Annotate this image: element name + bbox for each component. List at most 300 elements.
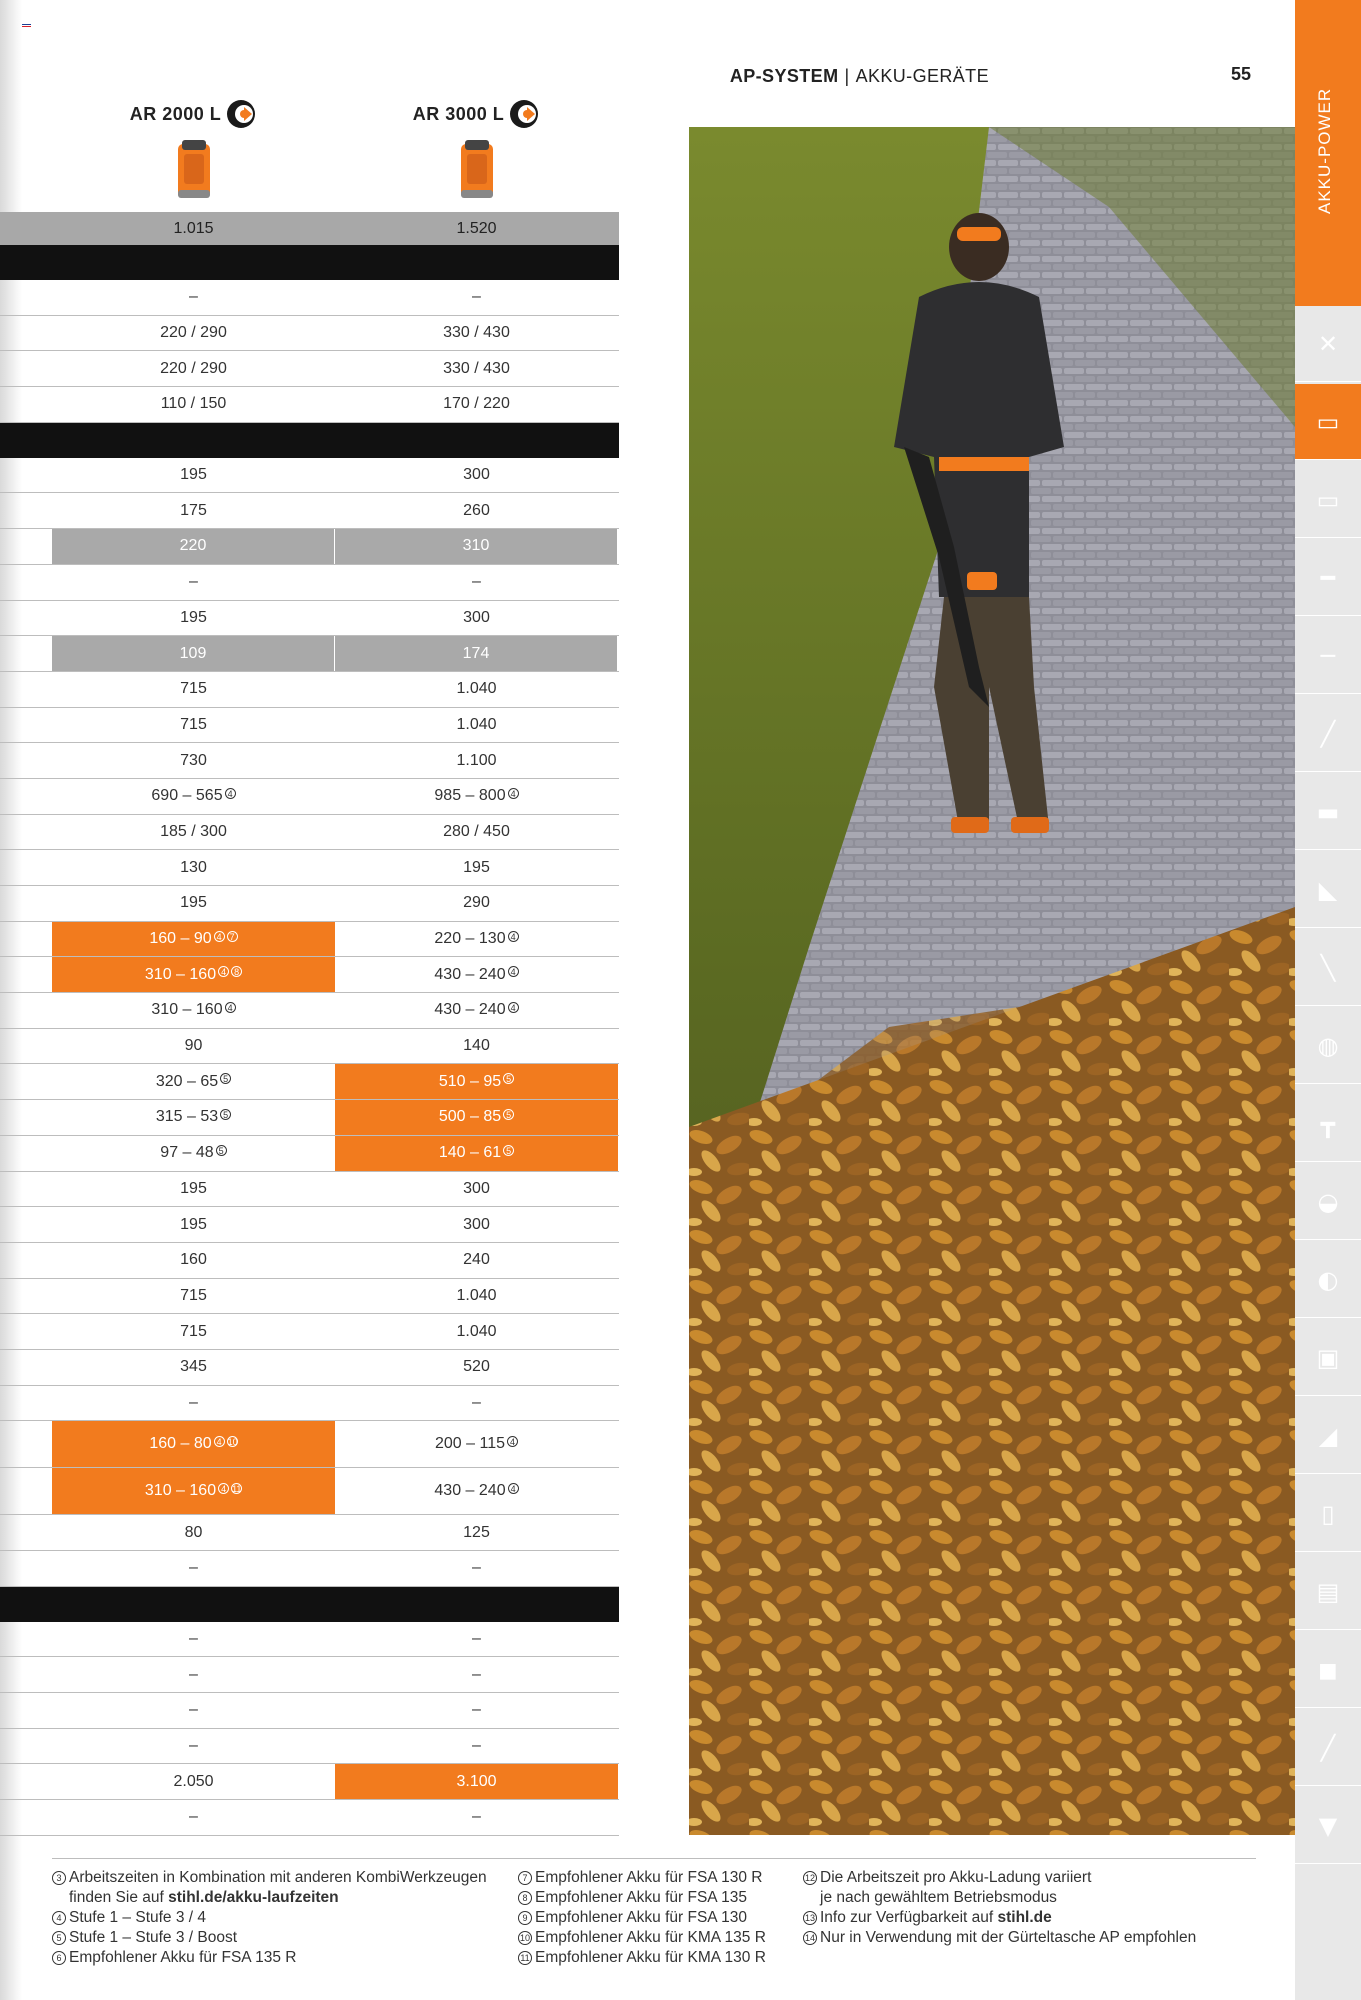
cell-value: 90 [184,1037,203,1055]
sidebar-item-robot-mower[interactable] [1295,1320,1361,1396]
row-label-cell [0,1207,52,1242]
cell-ar2000l [52,601,335,636]
cell-value: – [189,573,198,591]
footnote-line [52,1928,487,1948]
table-row [0,957,619,993]
row-label-cell [0,1764,52,1799]
footnote-line [52,1888,487,1908]
kombi-icon: ◍ [1317,1031,1339,1060]
footnote-text [69,1888,339,1908]
footnote-number: 14 [804,1933,815,1943]
connected-logo-icon [508,98,540,130]
cell-ar2000l [52,1515,335,1550]
footnote-text [69,1908,206,1928]
cell-value: – [189,1808,198,1826]
footnote-number: 10 [519,1933,530,1943]
cell-value: 715 [180,1286,207,1304]
cell-ar2000l [52,708,335,743]
cell-value: 310 – 160 [144,965,217,983]
cell-ar2000l [52,212,335,245]
header-section: AP-SYSTEM [729,65,839,86]
cell-value: – [472,1630,481,1648]
cell-ar2000l [52,529,335,564]
footnote-text [535,1908,747,1928]
footnote-marker: 11 [232,1483,242,1494]
cell-value: 80 [184,1523,203,1541]
footnote-link[interactable]: stihl.de [997,1909,1052,1926]
cell-ar3000l [335,1350,618,1385]
footnote-number: 13 [804,1913,815,1923]
cell-value: – [189,1393,198,1411]
table-row [0,743,619,779]
cell-value: 500 – 85 [438,1108,502,1126]
cell-ar2000l [52,1064,335,1099]
cell-value: 195 [180,1215,207,1233]
cell-ar2000l [52,493,335,528]
row-label-cell [0,779,52,814]
footnote-marker: 4 [508,931,519,942]
cell-ar3000l [335,850,618,885]
cell-value: 260 [463,501,490,519]
sidebar-item-jacket[interactable] [1295,1632,1361,1708]
footnote-number: 11 [518,1951,532,1965]
cell-ar2000l [52,458,335,493]
row-label-cell [0,1064,52,1099]
row-label-cell [0,1386,52,1421]
table-row [0,212,619,245]
cell-value: – [472,1737,481,1755]
cell-ar3000l [335,1515,618,1550]
cell-value: 110 / 150 [160,395,227,413]
sidebar-item-shirt[interactable] [1295,1788,1361,1864]
cell-value: – [472,573,481,591]
footnote-text-plain: je nach gewähltem Betriebsmodus [820,1889,1057,1906]
table-row [0,280,619,316]
sidebar-item-chainsaw[interactable] [1295,540,1361,616]
cell-value: – [189,1737,198,1755]
product-name: AR 2000 L [129,103,222,124]
cell-ar3000l [335,1386,618,1421]
footnote-text [820,1888,1057,1908]
cell-value: 300 [463,1179,490,1197]
row-label-cell [0,245,52,280]
footnote-marker: 4 [218,1483,229,1494]
footnote-link[interactable]: stihl.de/akku-laufzeiten [168,1889,339,1906]
footnote-marker: 5 [220,1109,231,1120]
cell-value: 730 [180,751,207,769]
lawn-mower-icon: ◢ [1318,1421,1338,1450]
product-name: AR 3000 L [412,103,505,124]
table-row [0,672,619,708]
footnote-line [518,1868,766,1888]
cell-ar3000l [335,1243,618,1278]
cell-ar2000l [52,245,335,280]
cell-value: 320 – 65 [155,1072,219,1090]
cell-ar3000l [335,1764,618,1799]
footnote-text-plain: Empfohlener Akku für FSA 135 R [69,1949,297,1966]
footnote-number: 9 [518,1911,532,1925]
cell-ar2000l [52,351,335,386]
cell-ar3000l [335,672,618,707]
cell-value: 300 [463,1215,490,1233]
footnote-marker: 5 [503,1109,514,1120]
axe-icon: ╱ [1320,1733,1336,1762]
cell-value: – [189,1665,198,1683]
row-label-cell [0,601,52,636]
footnote-number: 5 [52,1931,66,1945]
cell-value: 280 / 450 [443,822,510,840]
table-row [0,1100,619,1136]
footnote-line [518,1928,766,1948]
footnote-number: 7 [518,1871,532,1885]
cell-ar2000l [52,280,335,315]
connected-logo-icon [225,98,257,130]
cell-ar3000l [335,1693,618,1728]
cell-value: 130 [180,858,207,876]
page-number: 55 [1231,64,1252,84]
footnote-text-plain: Nur in Verwendung mit der Gürteltasche AP empfohlen [820,1929,1197,1946]
footnote-text-plain: Stufe 1 – Stufe 3 / 4 [69,1909,207,1926]
footnote-line [518,1908,766,1928]
trimmer-icon: ╱ [1320,719,1336,748]
cell-ar2000l [52,1764,335,1799]
row-label-cell [0,458,52,493]
table-row [0,1657,619,1693]
sidebar-item-battery-small[interactable] [1295,462,1361,538]
table-row [0,815,619,851]
table-row [0,1468,619,1515]
cell-ar3000l [335,1136,618,1171]
row-label-cell [0,1729,52,1764]
sidebar-tab-akku-power[interactable] [1295,0,1361,306]
cell-value: 1.520 [456,219,497,237]
cell-value: 97 – 48 [160,1144,214,1162]
footnote-text-plain: Stufe 1 – Stufe 3 / Boost [69,1929,238,1946]
cell-value: 310 – 160 [144,1482,217,1500]
cell-value: – [472,288,481,306]
cell-ar3000l [335,1551,618,1586]
product-head-ar2000l [52,98,335,200]
row-label-cell [0,212,52,245]
row-label-cell [0,1693,52,1728]
table-row [0,1515,619,1551]
row-label-cell [0,1243,52,1278]
cell-value: 300 [463,466,490,484]
footnote-text [820,1928,1196,1948]
cell-value: – [472,1665,481,1683]
footnote-line [52,1868,487,1888]
cell-value: 240 [463,1251,490,1269]
robot-mower-icon: ▣ [1316,1343,1340,1372]
sidebar-item-phone[interactable] [1295,1476,1361,1552]
footnote-text [69,1868,487,1888]
row-label-cell [0,387,52,422]
shirt-icon: ▼ [1318,1811,1338,1840]
cell-ar3000l [335,743,618,778]
footnote-number: 12 [804,1873,815,1883]
sidebar-item-battery[interactable] [1295,384,1361,460]
table-row [0,1622,619,1658]
footnote-text-plain: Empfohlener Akku für FSA 130 R [535,1869,763,1886]
cell-value: 430 – 240 [434,1482,506,1500]
cell-ar3000l [335,708,618,743]
cell-value: 220 / 290 [160,324,227,342]
table-row [0,850,619,886]
sidebar-item-axe[interactable] [1295,1710,1361,1786]
sidebar-tab-label: AKKU-POWER [1315,87,1334,214]
cell-ar2000l [52,779,335,814]
cell-ar3000l [335,993,618,1028]
cell-value: 125 [463,1523,490,1541]
backpack-battery-image [457,138,497,200]
cell-value: 220 / 290 [160,359,227,377]
phone-icon: ▯ [1321,1499,1335,1528]
table-row [0,1800,619,1836]
cell-ar3000l [335,815,618,850]
cell-value: 330 / 430 [443,324,510,342]
cell-ar2000l [52,1587,335,1622]
table-row [0,886,619,922]
cell-value: 220 – 130 [434,930,506,948]
table-row [0,601,619,637]
cell-ar3000l [335,1029,618,1064]
row-label-cell [0,529,52,564]
cell-ar3000l [335,886,618,921]
row-label-cell [0,1622,52,1657]
cell-ar2000l [52,850,335,885]
footnote-column-3 [803,1868,1196,1948]
footnote-text [535,1868,762,1888]
cell-ar2000l [52,636,335,671]
footnote-text-plain: Info zur Verfügbarkeit auf [820,1909,998,1926]
cell-value: 1.040 [456,680,497,698]
cell-ar3000l [335,636,618,671]
cell-value: – [472,1808,481,1826]
sidebar-item-trimmer[interactable] [1295,696,1361,772]
sidebar-item-brushcutter[interactable] [1295,930,1361,1006]
cell-value: 715 [180,680,207,698]
row-label-cell [0,1029,52,1064]
footnote-line [803,1888,1196,1908]
sidebar-item-sprayer[interactable] [1295,1242,1361,1318]
sidebar-item-calendar[interactable] [1295,1554,1361,1630]
cell-ar3000l [335,245,618,280]
row-label-cell [0,316,52,351]
cell-ar2000l [52,387,335,422]
sidebar-item-earth-auger[interactable] [1295,1086,1361,1162]
cell-value: 1.015 [173,219,214,237]
cell-value: 195 [180,1179,207,1197]
footnote-text-plain: Empfohlener Akku für FSA 130 [535,1909,747,1926]
cell-ar3000l [335,1729,618,1764]
cell-ar3000l [335,423,618,458]
cell-ar3000l [335,212,618,245]
footnote-marker: 7 [227,931,238,942]
cell-ar3000l [335,529,618,564]
footnote-marker: 4 [225,788,236,799]
section-divider-row [0,245,619,280]
footnote-text-plain: Empfohlener Akku für FSA 135 [535,1889,747,1906]
table-row [0,1207,619,1243]
cell-ar2000l [52,1622,335,1657]
cell-value: 510 – 95 [438,1072,502,1090]
footnote-marker: 8 [231,966,242,977]
sidebar-item-tools[interactable] [1295,306,1361,382]
footnote-line [518,1948,766,1968]
cell-ar2000l [52,1729,335,1764]
cell-value: 345 [180,1358,207,1376]
cell-ar3000l [335,779,618,814]
hedge-trimmer-icon: ▬ [1316,797,1340,826]
cell-value: 690 – 565 [151,787,223,805]
cell-value: 160 – 80 [149,1435,212,1453]
table-row [0,1350,619,1386]
cell-ar2000l [52,1243,335,1278]
table-row [0,387,619,423]
cell-value: 195 [463,858,490,876]
cell-ar2000l [52,1207,335,1242]
brushcutter-icon: ╲ [1320,953,1336,982]
row-label-cell [0,815,52,850]
header-separator: | [844,65,850,86]
cell-ar3000l [335,1172,618,1207]
sidebar-item-kombi[interactable] [1295,1008,1361,1084]
sidebar-item-lawn-mower[interactable] [1295,1398,1361,1474]
footnote-text-plain: Empfohlener Akku für KMA 130 R [535,1949,766,1966]
row-label-cell [0,1100,52,1135]
cell-ar2000l [52,1172,335,1207]
cell-ar2000l [52,1421,335,1467]
footnote-marker: 4 [218,966,229,977]
backpack-battery-image [174,138,214,200]
cell-value: 715 [180,1322,207,1340]
row-label-cell [0,886,52,921]
cell-ar3000l [335,1421,618,1467]
table-row [0,351,619,387]
table-row [0,993,619,1029]
flag-icon [22,24,31,29]
section-divider-row [0,1587,619,1622]
footnote-number: 6 [52,1951,66,1965]
row-label-cell [0,280,52,315]
cell-value: 1.100 [456,751,497,769]
footnote-text-plain: Empfohlener Akku für KMA 135 R [535,1929,766,1946]
cell-value: 175 [180,501,207,519]
cell-ar2000l [52,1800,335,1835]
footnote-marker: 4 [508,966,519,977]
table-row [0,316,619,352]
cell-ar2000l [52,565,335,600]
footnote-line [52,1948,487,1968]
cell-ar2000l [52,423,335,458]
row-label-cell [0,1314,52,1349]
cell-value: 160 [180,1251,207,1269]
row-label-cell [0,1279,52,1314]
row-label-cell [0,351,52,386]
cell-value: 430 – 240 [434,965,506,983]
cell-value: 140 [463,1037,490,1055]
cell-ar2000l [52,1100,335,1135]
cell-ar2000l [52,1468,335,1514]
spec-table [0,212,619,1836]
row-label-cell [0,1551,52,1586]
cell-ar3000l [335,922,618,957]
sidebar-item-cut-off-saw[interactable] [1295,1164,1361,1240]
cell-ar3000l [335,1207,618,1242]
sidebar-item-pole-saw[interactable] [1295,618,1361,694]
footnote-text [820,1868,1091,1888]
footnote-marker: 4 [508,788,519,799]
cell-value: 174 [462,644,490,662]
table-row [0,1386,619,1422]
cell-value: 3.100 [456,1772,497,1790]
row-label-cell [0,672,52,707]
row-label-cell [0,636,52,671]
cell-ar2000l [52,886,335,921]
table-row [0,458,619,494]
cell-value: 195 [180,466,207,484]
cell-ar3000l [335,458,618,493]
cell-ar3000l [335,1100,618,1135]
sidebar-item-blower[interactable] [1295,852,1361,928]
row-label-cell [0,993,52,1028]
cell-value: – [472,1559,481,1577]
cell-value: – [472,1393,481,1411]
row-label-cell [0,1800,52,1835]
footnote-marker: 4 [507,1436,518,1447]
row-label-cell [0,1657,52,1692]
cell-value: – [472,1701,481,1719]
cell-value: – [189,1559,198,1577]
footnote-text-plain: finden Sie auf [69,1889,169,1906]
footnote-line [803,1928,1196,1948]
row-label-cell [0,1421,52,1467]
cell-ar2000l [52,743,335,778]
cell-ar2000l [52,1136,335,1171]
footnote-text-plain: Arbeitszeiten in Kombination mit anderen KombiWerkzeugen [69,1869,487,1886]
footnote-line [803,1868,1196,1888]
sidebar-item-hedge-trimmer[interactable] [1295,774,1361,850]
sprayer-icon: ◐ [1317,1265,1339,1294]
table-row [0,1029,619,1065]
row-label-cell [0,1587,52,1622]
cell-value: 330 / 430 [443,359,510,377]
row-label-cell [0,1468,52,1514]
cell-value: 109 [179,644,207,662]
cell-ar3000l [335,351,618,386]
cell-ar3000l [335,957,618,992]
chainsaw-icon: ━ [1320,563,1336,592]
footnote-marker: 5 [503,1073,514,1084]
table-row [0,1243,619,1279]
footnote-line [52,1908,487,1928]
cut-off-saw-icon: ◒ [1317,1187,1339,1216]
table-row [0,1064,619,1100]
footnote-marker: 10 [227,1436,238,1447]
tools-icon: ✕ [1317,329,1339,358]
footnote-marker: 4 [225,1002,236,1013]
cell-ar2000l [52,1386,335,1421]
footnote-column-2 [518,1868,766,1968]
header-subsection: AKKU-GERÄTE [855,65,989,86]
cell-ar2000l [52,815,335,850]
earth-auger-icon: ┳ [1320,1109,1336,1138]
battery-small-icon: ▭ [1316,485,1340,514]
cell-ar3000l [335,1468,618,1514]
cell-ar2000l [52,1029,335,1064]
footnote-text [69,1928,237,1948]
footnote-marker: 4 [214,1436,225,1447]
